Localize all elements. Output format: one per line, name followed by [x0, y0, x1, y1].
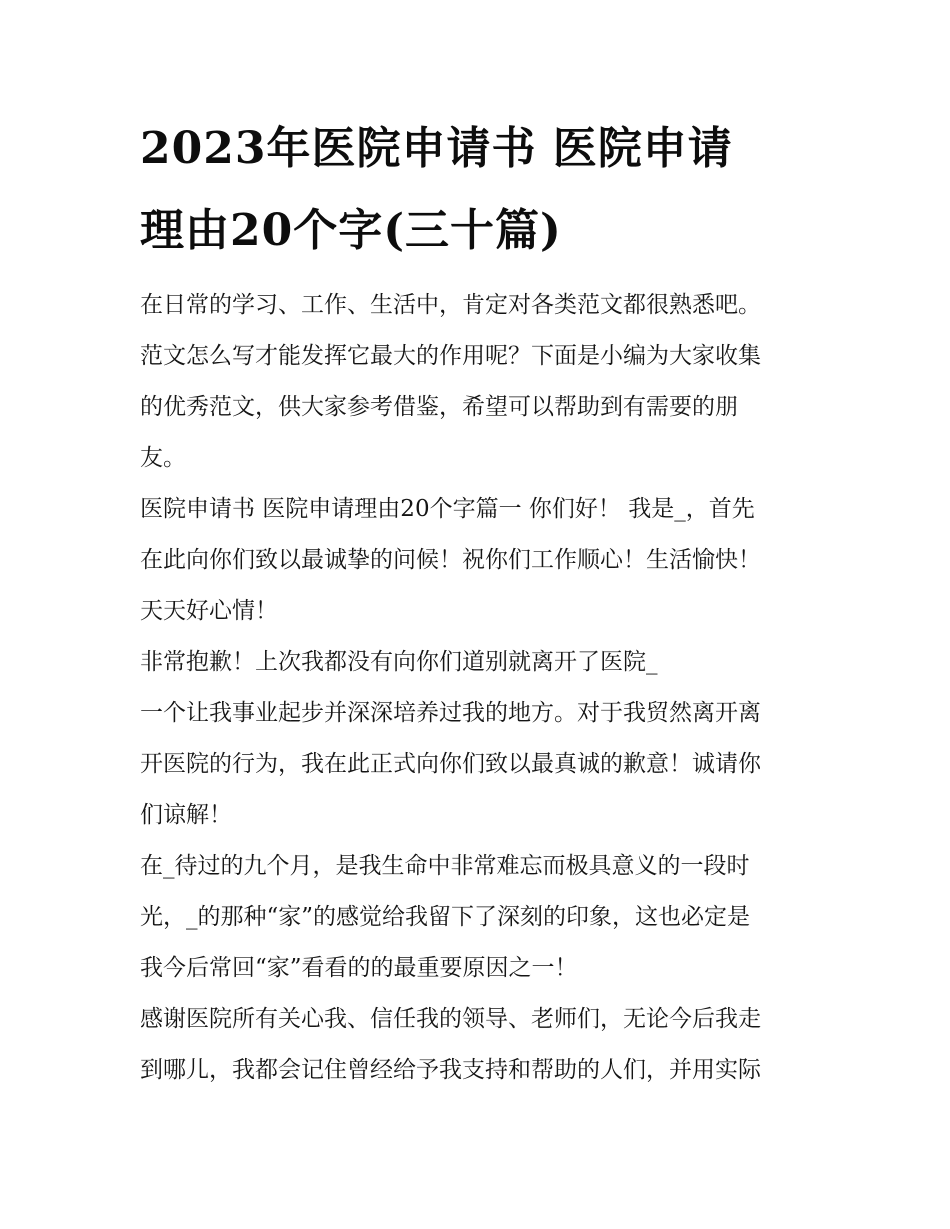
document-title [140, 108, 820, 272]
text-line: 的优秀范文，供大家参考借鉴，希望可以帮助到有需要的朋 [140, 394, 738, 420]
text-line: 光，_的那种“家”的感觉给我留下了深刻的印象，这也必定是 [140, 904, 751, 930]
text-line: 一个让我事业起步并深深培养过我的地方。对于我贸然离开离 [140, 700, 761, 726]
text-line: 我今后常回“家”看看的的最重要原因之一！ [140, 955, 578, 981]
document-page [140, 108, 820, 1096]
text-line: 在日常的学习、工作、生活中，肯定对各类范文都很熟悉吧。 [140, 292, 761, 318]
text-line: 在_待过的九个月，是我生命中非常难忘而极具意义的一段时 [140, 853, 750, 879]
text-line: 非常抱歉！上次我都没有向你们道别就离开了医院_ [140, 649, 658, 675]
title-line: 理由20个字(三十篇) [140, 205, 562, 256]
text-line: 在此向你们致以最诚挚的问候！祝你们工作顺心！生活愉快！ [140, 547, 761, 573]
paragraph-thanks [140, 994, 820, 1096]
paragraph-apology [140, 637, 820, 841]
text-line: 天天好心情！ [140, 598, 278, 624]
paragraph-memories [140, 841, 820, 994]
title-line: 2023年医院申请书 医院申请 [140, 123, 733, 174]
paragraph-intro [140, 280, 820, 484]
text-line: 到哪儿，我都会记住曾经给予我支持和帮助的人们，并用实际 [140, 1057, 761, 1083]
text-line: 友。 [140, 445, 186, 471]
paragraph-greeting [140, 484, 820, 637]
text-line: 开医院的行为，我在此正式向你们致以最真诚的歉意！诚请你 [140, 751, 761, 777]
text-line: 们谅解！ [140, 802, 232, 828]
text-line: 感谢医院所有关心我、信任我的领导、老师们，无论今后我走 [140, 1006, 761, 1032]
text-line: 范文怎么写才能发挥它最大的作用呢？下面是小编为大家收集 [140, 343, 761, 369]
text-line: 医院申请书 医院申请理由20个字篇一 你们好！ 我是_，首先 [140, 496, 755, 522]
document-body [140, 280, 820, 1096]
